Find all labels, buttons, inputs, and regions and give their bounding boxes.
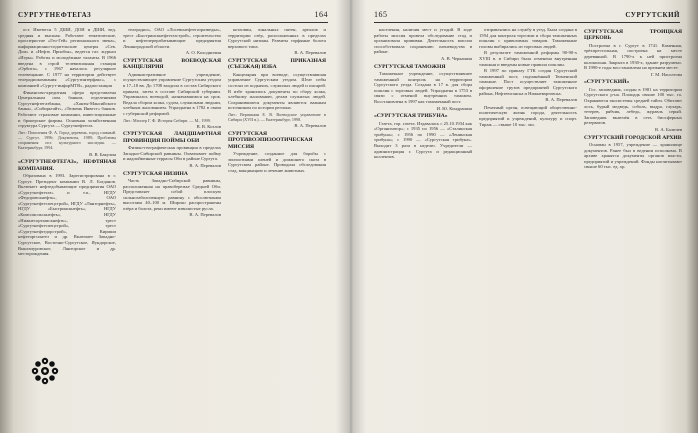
right-column-3 [584,27,682,429]
body-paragraph: Основан в 1957, учреждение — хранилище документов. Ранее был в ведении исполкома. В архиве хранятся документы органов власти, предприятий и учреждений. Фонды насчитывают свыше 60 тыс. ед. хр. [584,141,682,170]
entry-title: СУРГУТСКАЯ ТАМОЖНЯ [374,63,446,70]
body-paragraph: Построена в г. Сургут в 1741. Каменная, трёхпрестольная, построена на месте деревянной. В 1790-х к ней пристроена колокольня. Закрыта в 1930-х, здание разрушено. В 1990-е годы восстановлена на прежнем месте. [584,42,682,71]
entry-title: СУРГУТСКАЯ ЛАНДШАФТНАЯ ПРОВИНЦИЯ ПОЙМЫ ОБИ [123,131,221,144]
entry-author: В. А. Перевалов [545,97,577,103]
body-paragraph: Финансово-кредитная сфера представлена Центральным пом. банком, отделениями Сургутнефтегазбанка, «Ханты-Мансийского банка», «Сибирьтайт», «Тюмень Инвест» банков. Работают страховые компании, инвестиционные и брокерские фирмы. Основная хозяйственная структура Сургута — Сургутнефтегаз. [18,89,116,129]
entry-title: СУРГУТСКАЯ ТРОИЦКАЯ ЦЕРКОВЬ [584,29,682,42]
body-paragraph: Физико-географическая провинция в пределах Западно-Сибирской равнины. Охватывает пойму и надпойменные террасы Оби в районе Сургута. [123,145,221,162]
body-paragraph: В результате таможенной реформы 90-90-х XVIII в. в Сибири была отменена внутренняя таможня и введены новые правила пошлин. [479,50,577,67]
right-running-head-title: СУРГУТСКИЙ [625,11,680,19]
body-paragraph: Печатный орган, освещающий общественно-политическую жизнь города, деятельность предприятий и учреждений, культуру и спорт. Тираж — свыше 10 тыс. экз. [479,104,577,127]
left-columns [18,27,328,429]
entry-title: СУРГУТСКИЙ ГОРОДСКОЙ АРХИВ [584,134,682,141]
entry-author: В. В. Бакулин [89,151,116,157]
entry-title: «СУРГУТСКАЯ ТРИБУНА» [374,113,448,120]
body-paragraph: Гос. заповедник, создан в 1981 на территории Сургутского р-на. Площадь свыше 100 тыс. га. Охраняются экосистемы средней тайги. Обитают лось, бурый медведь, соболь, выдра, глухарь, тетерев, рябчик, лебедь, журавль серый. Заповедник включён в сеть биосферных резерватов. [584,86,682,126]
entry-author: В. В. Козлов [196,123,221,129]
right-column-1 [374,27,472,429]
left-column-3 [228,27,326,429]
right-page [364,0,690,433]
right-running-head [374,8,680,23]
literature-reference: Лит.: Миллер Г. Ф. История Сибири. — М., 1999. [123,117,211,123]
entry-title: СУРГУТСКАЯ ПРОТИВОЭПИЗООТИЧЕСКАЯ МИССИЯ [228,130,313,150]
entry-title: СУРГУТСКАЯ ВОЕВОДСКАЯ КАНЦЕЛЯРИЯ [123,57,221,71]
right-columns [374,27,680,429]
entry-author: В. А. Баличев [655,126,682,132]
body-paragraph: ост. Имеются 5 ДШИ, ДОИ и ДШИ, вед. средняя и высшая. Работают тематические, просперистие «Гео-Гей» регионального звена», информационно-издательские центры «Сев. Дом» и «Нефть Приобья», ведется газ. журнал «Игры». Работы и молодёжные таланты. В 1966 введена в строй телевизионная станция «Орбита», с 1967 началось регулярное телевещание. С 1977 на территории действует телерадиокомпания «Сургутинтерфакс», с компанией «Сургут-инфорМТВ», радиостанция [18,27,116,88]
body-paragraph: Учреждение, созданное для борьбы с эпизоотиями оленей и домашнего скота в Сургутском районе. Проводила обследования стад, вакцинацию и лечение животных. [228,151,326,173]
entry-author: В. А. Перевалов [294,50,326,56]
book-gutter [336,0,366,433]
right-page-number: 165 [374,10,388,19]
body-paragraph: телерадио», ОАО «Лосевонефтегазразведка», трест «Быстринскнефтегазстрой», строительство и нефтеперерабатывающие предприятия Ленинградской области. [123,27,221,49]
body-paragraph: Образована в 1993. Зарегистрирована в г. Сургут. Президент компании В. Л. Богданов. Включает нефтедобывающие предприятия ОАО «Сургутнефтегаз» и т.п., НГДУ «Федоровскнефть», ОАО «Сургутнефтеспецстрой», НГДУ «Лянторнефть», НГДУ «Быстринскнефть», НГДУ «Комсомольскнефть», НГДУ «Нижнесортымскнефть», трест «Сургутнефтеспецстрой», трест «Сургутнефтедорстрой», Кириши нефтеоргсинтез и др. Включает Западно-Сургутское, Восточно-Сургутское, Яундорское, Вынгапуровское, Лянторское и др. месторождения. [18,172,116,257]
left-running-head [18,8,328,23]
entry-author: В. А. Перевалов [189,162,221,168]
left-page [8,0,338,433]
body-paragraph: Административное учреждение, осуществляющее управление Сургутским уездом в 17–18 вв. До 1708 входила в состав Сибирского приказа, затем в составе Сибирской губернии. Управлялась воеводой, назначавшимся на срок. Ведала сбором ясака, судом, служилыми людьми, хлебным жалованием. Упразднена в 1782 в связи с губернской реформой. [123,71,221,116]
entry-title: «СУРГУТНЕФТЕГАЗ», НЕФТЯНАЯ КОМПАНИЯ. [18,159,116,172]
left-column-2 [123,27,221,429]
entry-author: В. А. Перевалов [189,212,221,218]
rosette-ornament-icon [30,356,60,386]
entry-title: «СУРГУТСКИЙ» [584,79,630,86]
body-paragraph: населения, наличия мест и угодий. В ходе работы миссия провела обследование стад и организовала прививки. Деятельность миссии способствовала сохранению оленеводства в районе. [374,27,472,55]
body-paragraph: Канцелярия при воеводе, осуществлявшая управление Сургутским уездом. Штат избы состоял из подьячих, служилых людей и писарей. В избе хранились документы по сбору ясака, хлебному жалованию, делам служилых людей. Сохранившиеся документы являются важным источником по истории региона. [228,71,326,111]
entry-title: СУРГУТСКАЯ ПРИКАЗНАЯ (СЪЕЗЖАЯ) ИЗБА [228,57,326,71]
body-paragraph: Газета, гор. газета. Издавалась с 25.10.1934 как «Организатор»; с 1935 по 1956 — «Сталинская трибуна»; с 1956 по 1990 — «Ленинская трибуна»; с 1990 — «Сургутская трибуна». Выходит 3 раза в неделю. Учредители — администрация г. Сургута и редакционный коллектив. [374,120,472,160]
entry-title: СУРГУТСКАЯ НИЗИНА [123,170,188,177]
entry-author: В. А. Перевалов [294,123,326,129]
entry-author: А. О. Колодничин [185,50,221,56]
entry-author: А. В. Черкашин [441,55,472,61]
literature-reference: Лит.: Поколения Ф. А. Город деревень, город славный. — Сургут, 1996; Документы, 1989; Проблемы сохранения ист. культурного наследия. — Екатеринбург, 1994. [18,129,116,151]
right-column-2 [479,27,577,429]
body-paragraph: отправлялись на службу в уезд. Была создана в 1594 для контроля торговли и сбора таможенных пошлин с привозимых товаров. Таможенные головы выбирались из торговых людей. [479,27,577,49]
literature-reference: Лит.: Вершинин Е. В. Воеводское управление в Сибири (XVII в.). — Екатеринбург, 1998. [228,111,326,123]
body-paragraph: В 1997 по приказу ГТК создан Сургутский таможенный пост, подчинённый Тюменской таможне. Пост осуществляет таможенное оформление грузов предприятий Сургутского района, Нефтеюганска и Нижневартовска. [479,68,577,96]
body-paragraph: Часть Западно-Сибирской равнины, расположенная на правобережье Средней Оби. Представляет собой плоскую сильнозаболоченную равнину с абсолютными высотами 40–100 м. Широко распространены озёра и болота, реки имеют извилистые русла. [123,177,221,211]
left-running-head-title: СУРГУТНЕФТЕГАЗ [18,11,92,19]
left-page-number: 164 [314,10,328,19]
body-paragraph: Таможенное учреждение, осуществлявшее таможенный контроль на территории Сургутского уезда. Создана в 17 в. для сбора пошлин с торговых людей. Упразднена в 1753 в связи с отменой внутренних таможен. Восстановлена в 1997 как таможенный пост. [374,70,472,104]
entry-author: Г. М. Насолтова [650,71,682,77]
entry-author: И. Ю. Кондрашин [436,105,472,111]
body-paragraph: котловин, зональных пятен, ареалов и территории озёр, расположенных в пределах Сургутской низины. Развиты торфяные болота верхового типа. [228,27,326,49]
